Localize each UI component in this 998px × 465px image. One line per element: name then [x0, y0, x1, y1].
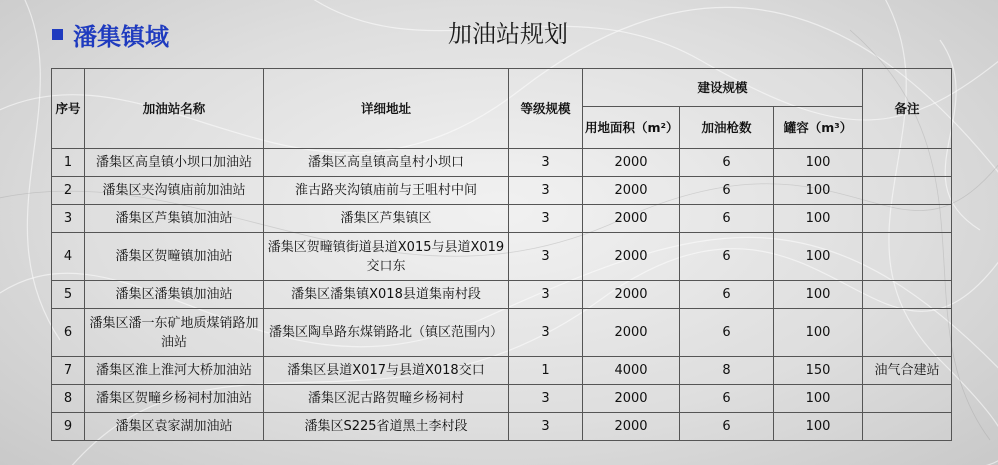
cell-guns: 6	[680, 149, 774, 177]
cell-grade: 3	[509, 149, 583, 177]
cell-guns: 6	[680, 413, 774, 441]
cell-address: 潘集区陶阜路东煤销路北（镇区范围内）	[264, 309, 509, 357]
cell-tank: 150	[774, 357, 863, 385]
cell-no: 1	[52, 149, 85, 177]
cell-area: 4000	[583, 357, 680, 385]
cell-remark	[863, 413, 952, 441]
cell-area: 2000	[583, 149, 680, 177]
cell-no: 9	[52, 413, 85, 441]
cell-grade: 3	[509, 385, 583, 413]
cell-grade: 3	[509, 413, 583, 441]
cell-remark	[863, 205, 952, 233]
cell-name: 潘集区潘集镇加油站	[85, 281, 264, 309]
page-title: 加油站规划	[448, 20, 568, 48]
cell-name: 潘集区贺疃镇加油站	[85, 233, 264, 281]
cell-grade: 1	[509, 357, 583, 385]
cell-area: 2000	[583, 385, 680, 413]
cell-no: 5	[52, 281, 85, 309]
header-index: 序号	[52, 69, 85, 149]
header-name: 加油站名称	[85, 69, 264, 149]
cell-remark	[863, 309, 952, 357]
cell-name: 潘集区夹沟镇庙前加油站	[85, 177, 264, 205]
cell-area: 2000	[583, 233, 680, 281]
cell-area: 2000	[583, 413, 680, 441]
cell-grade: 3	[509, 205, 583, 233]
square-bullet-icon	[52, 29, 63, 40]
cell-no: 8	[52, 385, 85, 413]
table-row	[52, 309, 952, 357]
cell-name: 潘集区贺疃乡杨祠村加油站	[85, 385, 264, 413]
cell-grade: 3	[509, 233, 583, 281]
cell-name: 潘集区高皇镇小坝口加油站	[85, 149, 264, 177]
cell-remark: 油气合建站	[863, 357, 952, 385]
table-row	[52, 205, 952, 233]
cell-remark	[863, 233, 952, 281]
cell-guns: 8	[680, 357, 774, 385]
cell-name: 潘集区袁家湖加油站	[85, 413, 264, 441]
cell-no: 4	[52, 233, 85, 281]
cell-guns: 6	[680, 385, 774, 413]
cell-address: 潘集区S225省道黑土李村段	[264, 413, 509, 441]
cell-no: 3	[52, 205, 85, 233]
cell-area: 2000	[583, 177, 680, 205]
table-row	[52, 385, 952, 413]
header-address: 详细地址	[264, 69, 509, 149]
cell-remark	[863, 177, 952, 205]
header-tank: 罐容（m³）	[774, 107, 863, 149]
cell-address: 潘集区芦集镇区	[264, 205, 509, 233]
cell-area: 2000	[583, 281, 680, 309]
cell-address: 潘集区潘集镇X018县道集南村段	[264, 281, 509, 309]
cell-area: 2000	[583, 205, 680, 233]
cell-address: 潘集区贺疃镇街道县道X015与县道X019交口东	[264, 233, 509, 281]
table-row	[52, 281, 952, 309]
cell-no: 7	[52, 357, 85, 385]
cell-grade: 3	[509, 309, 583, 357]
cell-tank: 100	[774, 281, 863, 309]
table-row	[52, 149, 952, 177]
cell-guns: 6	[680, 233, 774, 281]
cell-name: 潘集区芦集镇加油站	[85, 205, 264, 233]
header-remark: 备注	[863, 69, 952, 149]
table-row	[52, 233, 952, 281]
cell-address: 潘集区泥古路贺疃乡杨祠村	[264, 385, 509, 413]
cell-tank: 100	[774, 205, 863, 233]
cell-remark	[863, 281, 952, 309]
cell-no: 6	[52, 309, 85, 357]
gas-station-plan-table	[51, 68, 952, 441]
cell-grade: 3	[509, 177, 583, 205]
cell-tank: 100	[774, 385, 863, 413]
cell-remark	[863, 385, 952, 413]
cell-address: 潘集区高皇镇高皇村小坝口	[264, 149, 509, 177]
cell-grade: 3	[509, 281, 583, 309]
table-row	[52, 357, 952, 385]
cell-guns: 6	[680, 309, 774, 357]
cell-tank: 100	[774, 177, 863, 205]
cell-tank: 100	[774, 413, 863, 441]
cell-address: 淮古路夹沟镇庙前与王咀村中间	[264, 177, 509, 205]
cell-guns: 6	[680, 205, 774, 233]
cell-area: 2000	[583, 309, 680, 357]
cell-guns: 6	[680, 177, 774, 205]
cell-tank: 100	[774, 309, 863, 357]
cell-address: 潘集区县道X017与县道X018交口	[264, 357, 509, 385]
cell-no: 2	[52, 177, 85, 205]
cell-remark	[863, 149, 952, 177]
header-area: 用地面积（m²）	[583, 107, 680, 149]
table-row	[52, 177, 952, 205]
cell-tank: 100	[774, 233, 863, 281]
header-grade: 等级规模	[509, 69, 583, 149]
table-header-row	[52, 69, 952, 107]
header-guns: 加油枪数	[680, 107, 774, 149]
table-row	[52, 413, 952, 441]
cell-name: 潘集区淮上淮河大桥加油站	[85, 357, 264, 385]
section-title-text: 潘集镇域	[73, 22, 169, 51]
cell-name: 潘集区潘一东矿地质煤销路加油站	[85, 309, 264, 357]
section-title	[52, 18, 169, 50]
cell-tank: 100	[774, 149, 863, 177]
header-scale-group: 建设规模	[583, 69, 863, 107]
cell-guns: 6	[680, 281, 774, 309]
